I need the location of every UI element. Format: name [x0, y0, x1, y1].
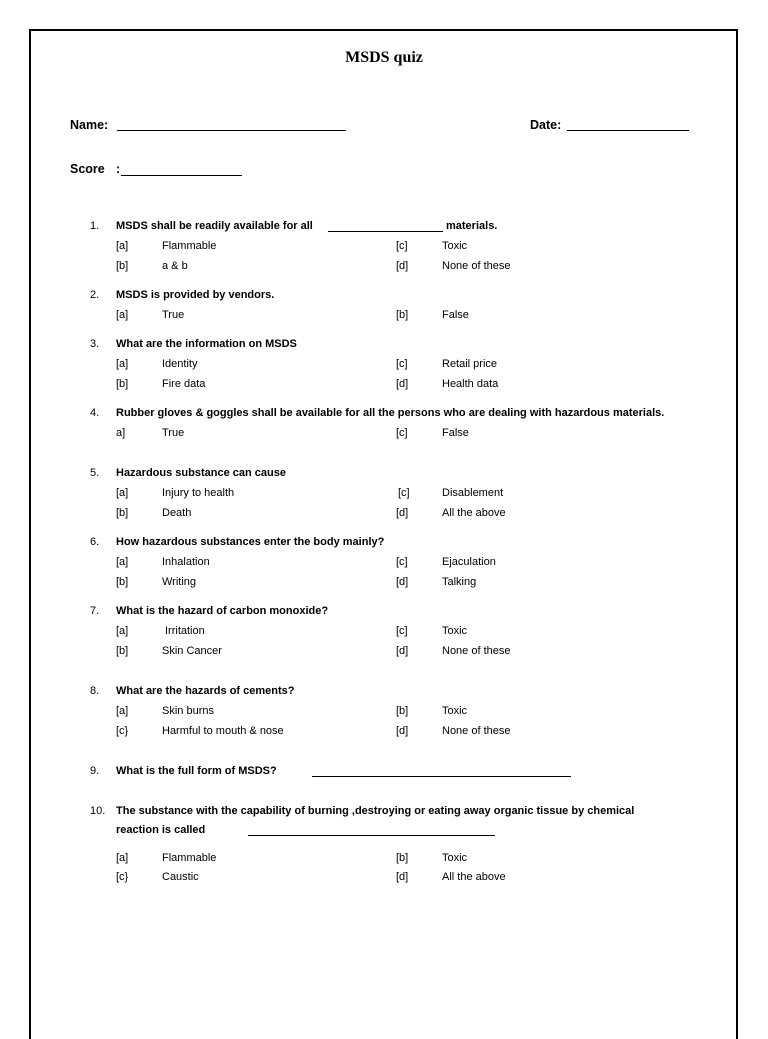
option-text[interactable]: None of these — [442, 725, 511, 737]
option-letter: [d] — [396, 871, 409, 883]
option-letter: [b] — [116, 378, 129, 390]
option-text[interactable]: Retail price — [442, 358, 498, 370]
name-field[interactable] — [117, 130, 346, 131]
option-letter: [c] — [396, 556, 408, 568]
option-letter: [b] — [396, 309, 409, 321]
option-letter: [c] — [396, 625, 408, 637]
option-letter: [d] — [396, 260, 409, 272]
option-letter: [b] — [396, 705, 409, 717]
date-field[interactable] — [567, 130, 689, 131]
option-text[interactable]: Injury to health — [162, 487, 235, 499]
question-text: What are the hazards of cements? — [116, 685, 295, 697]
option-letter: [c] — [396, 240, 408, 252]
option-letter: a] — [116, 427, 126, 439]
question-number: 7. — [90, 605, 100, 617]
question-text: MSDS is provided by vendors. — [116, 289, 275, 301]
score-field[interactable] — [121, 175, 242, 176]
question-number: 6. — [90, 536, 100, 548]
question-number: 8. — [90, 685, 100, 697]
option-letter: [d] — [396, 725, 409, 737]
question-text: MSDS shall be readily available for all — [116, 220, 313, 232]
option-text[interactable]: None of these — [442, 260, 511, 272]
option-letter: [c] — [396, 427, 408, 439]
option-text[interactable]: Ejaculation — [442, 556, 496, 568]
option-letter: [d] — [396, 576, 409, 588]
option-text[interactable]: Identity — [162, 358, 198, 370]
option-letter: [a] — [116, 625, 129, 637]
option-letter: [d] — [396, 645, 409, 657]
option-text[interactable]: Caustic — [162, 871, 199, 883]
option-letter: [d] — [396, 378, 409, 390]
answer-blank[interactable] — [248, 835, 495, 836]
question-number: 10. — [90, 805, 106, 817]
option-letter: [a] — [116, 556, 129, 568]
question-text-after: materials. — [446, 220, 498, 232]
question-text: Hazardous substance can cause — [116, 467, 286, 479]
option-text[interactable]: a & b — [162, 260, 188, 272]
option-text[interactable]: Flammable — [162, 240, 217, 252]
score-label: Score — [70, 162, 105, 176]
option-letter: [a] — [116, 487, 129, 499]
question-text: Rubber gloves & goggles shall be available for all the persons who are dealing with hazardous materials. — [116, 407, 665, 419]
option-letter: [c] — [398, 487, 410, 499]
option-letter: [a] — [116, 852, 129, 864]
option-text[interactable]: Fire data — [162, 378, 206, 390]
option-text[interactable]: Skin burns — [162, 705, 214, 717]
question-number: 1. — [90, 220, 100, 232]
option-letter: [b] — [116, 576, 129, 588]
option-letter: [d] — [396, 507, 409, 519]
question-text: The substance with the capability of burning ,destroying or eating away organic tissue by chemical — [116, 805, 635, 817]
option-text[interactable]: Harmful to mouth & nose — [162, 725, 284, 737]
option-text[interactable]: Disablement — [442, 487, 504, 499]
question-text: What is the full form of MSDS? — [116, 765, 277, 777]
question-text-line2: reaction is called — [116, 824, 206, 836]
option-letter: [b] — [116, 260, 129, 272]
answer-blank[interactable] — [312, 776, 571, 777]
answer-blank[interactable] — [328, 231, 443, 232]
page-border — [29, 29, 738, 1039]
option-text[interactable]: Death — [162, 507, 192, 519]
option-text[interactable]: True — [162, 427, 185, 439]
option-text[interactable]: Skin Cancer — [162, 645, 222, 657]
option-letter: [b] — [396, 852, 409, 864]
question-text: What is the hazard of carbon monoxide? — [116, 605, 329, 617]
option-letter: [a] — [116, 705, 129, 717]
option-text[interactable]: Health data — [442, 378, 499, 390]
option-text[interactable]: False — [442, 309, 469, 321]
option-text[interactable]: True — [162, 309, 185, 321]
question-text: What are the information on MSDS — [116, 338, 297, 350]
option-text[interactable]: Irritation — [165, 625, 205, 637]
option-text[interactable]: All the above — [442, 507, 506, 519]
question-number: 2. — [90, 289, 100, 301]
option-letter: [b] — [116, 645, 129, 657]
question-number: 5. — [90, 467, 100, 479]
question-number: 4. — [90, 407, 100, 419]
option-text[interactable]: Toxic — [442, 852, 468, 864]
option-text[interactable]: None of these — [442, 645, 511, 657]
option-letter: [b] — [116, 507, 129, 519]
option-text[interactable]: Toxic — [442, 705, 468, 717]
option-letter: [a] — [116, 240, 129, 252]
question-text: How hazardous substances enter the body mainly? — [116, 536, 385, 548]
option-letter: [a] — [116, 358, 129, 370]
option-text[interactable]: False — [442, 427, 469, 439]
option-letter: [c] — [396, 358, 408, 370]
date-label: Date: — [530, 118, 562, 132]
option-letter: [c} — [116, 871, 129, 883]
option-letter: [a] — [116, 309, 129, 321]
option-text[interactable]: Toxic — [442, 625, 468, 637]
option-letter: [c} — [116, 725, 129, 737]
option-text[interactable]: Toxic — [442, 240, 468, 252]
question-number: 3. — [90, 338, 100, 350]
page-title: MSDS quiz — [345, 49, 423, 66]
question-number: 9. — [90, 765, 100, 777]
name-label: Name: — [70, 118, 109, 132]
option-text[interactable]: Flammable — [162, 852, 217, 864]
option-text[interactable]: Inhalation — [162, 556, 210, 568]
option-text[interactable]: Talking — [442, 576, 477, 588]
option-text[interactable]: Writing — [162, 576, 197, 588]
score-colon: : — [116, 162, 121, 176]
option-text[interactable]: All the above — [442, 871, 506, 883]
